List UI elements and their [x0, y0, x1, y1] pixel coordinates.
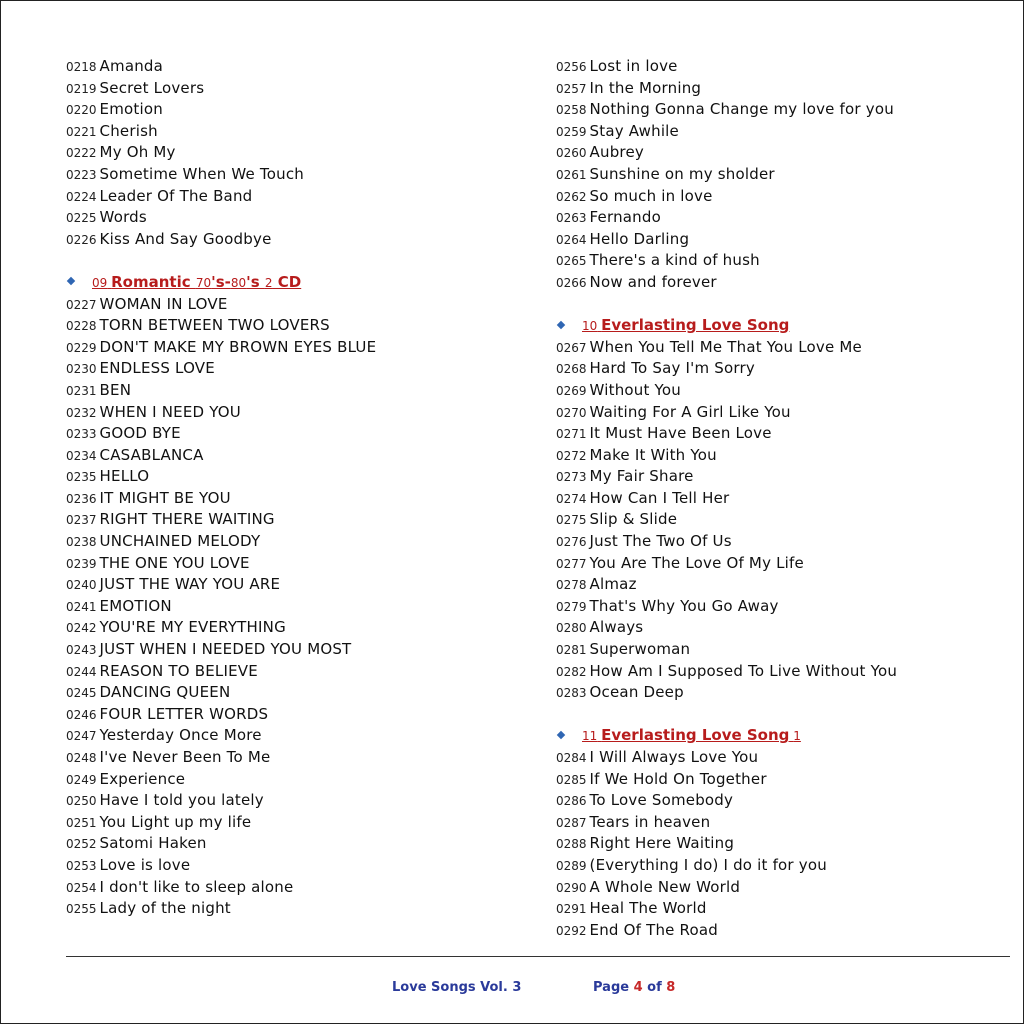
- song-row: [66, 638, 536, 660]
- song-row: [556, 357, 1016, 379]
- song-number: 0263: [556, 211, 587, 226]
- song-title: Sunshine on my sholder: [589, 164, 775, 183]
- song-title: Cherish: [99, 121, 158, 140]
- song-title: A Whole New World: [589, 877, 741, 896]
- song-number: 0226: [66, 232, 97, 247]
- song-number: 0235: [66, 470, 97, 485]
- song-row: [66, 660, 536, 682]
- song-title: My Fair Share: [589, 467, 694, 486]
- song-title: How Can I Tell Her: [589, 488, 730, 507]
- song-title: Secret Lovers: [99, 78, 205, 97]
- song-row: [66, 141, 536, 163]
- song-row: [66, 552, 536, 574]
- song-number: 0287: [556, 815, 587, 830]
- song-title: Amanda: [99, 57, 164, 75]
- song-number: 0239: [66, 556, 97, 571]
- section-title-part: 70: [195, 275, 212, 290]
- song-row: [66, 854, 536, 876]
- left-column: [66, 55, 536, 919]
- song-title: JUST WHEN I NEEDED YOU MOST: [99, 640, 352, 659]
- song-number: 0221: [66, 124, 97, 139]
- song-row: [66, 508, 536, 530]
- song-row: [66, 185, 536, 207]
- song-row: [556, 681, 1016, 703]
- section-heading-11: [556, 724, 1016, 746]
- song-list-left-bottom: [66, 293, 536, 919]
- diamond-bullet-icon: [67, 277, 75, 285]
- song-number: 0289: [556, 858, 587, 873]
- section-title-part: 2: [264, 275, 273, 290]
- song-title: YOU'RE MY EVERYTHING: [99, 618, 286, 637]
- song-row: [66, 681, 536, 703]
- song-number: 0257: [556, 81, 587, 96]
- song-row: [66, 379, 536, 401]
- song-title: I don't like to sleep alone: [99, 877, 294, 896]
- song-title: My Oh My: [99, 143, 176, 162]
- song-number: 0259: [556, 124, 587, 139]
- song-title: WHEN I NEED YOU: [99, 402, 241, 421]
- song-number: 0232: [66, 405, 97, 420]
- page-separator: of: [642, 980, 667, 995]
- song-row: [556, 379, 1016, 401]
- song-number: 0266: [556, 275, 587, 290]
- song-row: [556, 401, 1016, 423]
- song-row: [556, 530, 1016, 552]
- song-number: 0229: [66, 340, 97, 355]
- song-number: 0281: [556, 643, 587, 658]
- song-title: Superwoman: [589, 640, 691, 659]
- section-suffix: 1: [793, 729, 801, 744]
- song-row: [66, 768, 536, 790]
- song-row: [556, 552, 1016, 574]
- song-number: 0258: [556, 103, 587, 118]
- song-title: Ocean Deep: [589, 683, 684, 702]
- song-title: I've Never Been To Me: [99, 748, 271, 766]
- song-title: You Light up my life: [99, 812, 252, 831]
- song-number: 0272: [556, 448, 587, 463]
- song-title: EMOTION: [99, 596, 172, 615]
- song-row: [556, 336, 1016, 358]
- song-title: Words: [99, 208, 147, 227]
- song-number: 0228: [66, 319, 97, 334]
- song-row: [556, 638, 1016, 660]
- song-row: [556, 465, 1016, 487]
- song-number: 0250: [66, 794, 97, 809]
- song-number: 0280: [556, 621, 587, 636]
- song-row: [66, 789, 536, 811]
- song-number: 0220: [66, 103, 97, 118]
- song-row: [66, 595, 536, 617]
- song-title: Now and forever: [589, 272, 717, 291]
- song-number: 0286: [556, 794, 587, 809]
- song-row: [556, 98, 1016, 120]
- song-number: 0276: [556, 535, 587, 550]
- song-title: WOMAN IN LOVE: [99, 294, 228, 313]
- song-row: [556, 616, 1016, 638]
- song-number: 0270: [556, 405, 587, 420]
- song-row: [556, 249, 1016, 271]
- song-row: [556, 919, 1016, 941]
- song-number: 0290: [556, 880, 587, 895]
- song-row: [556, 487, 1016, 509]
- song-number: 0240: [66, 578, 97, 593]
- song-number: 0234: [66, 448, 97, 463]
- section-title-part: CD: [272, 272, 302, 291]
- song-row: [556, 271, 1016, 293]
- song-list-right-bottom: [556, 746, 1016, 940]
- song-number: 0231: [66, 383, 97, 398]
- diamond-bullet-icon: [557, 320, 565, 328]
- song-title: So much in love: [589, 186, 713, 205]
- song-row: [66, 897, 536, 919]
- song-title: THE ONE YOU LOVE: [99, 553, 250, 572]
- song-row: [556, 77, 1016, 99]
- song-title: CASABLANCA: [99, 445, 204, 464]
- song-number: 0268: [556, 362, 587, 377]
- song-title: To Love Somebody: [589, 791, 734, 810]
- song-number: 0255: [66, 902, 97, 917]
- song-row: [66, 163, 536, 185]
- song-row: [66, 228, 536, 250]
- song-row: [66, 616, 536, 638]
- diamond-bullet-icon: [557, 731, 565, 739]
- song-row: [556, 228, 1016, 250]
- song-number: 0271: [556, 427, 587, 442]
- song-row: [556, 897, 1016, 919]
- song-number: 0227: [66, 297, 97, 312]
- song-row: [556, 854, 1016, 876]
- song-number: 0285: [556, 772, 587, 787]
- section-title-part: 80: [230, 275, 247, 290]
- song-title: Hard To Say I'm Sorry: [589, 359, 755, 378]
- song-number: 0269: [556, 383, 587, 398]
- song-number: 0246: [66, 707, 97, 722]
- song-row: [556, 185, 1016, 207]
- song-row: [66, 206, 536, 228]
- song-row: [66, 703, 536, 725]
- section-title-part: Romantic: [111, 272, 196, 291]
- song-row: [66, 573, 536, 595]
- section-title: Everlasting Love Song: [601, 316, 790, 335]
- song-title: TORN BETWEEN TWO LOVERS: [99, 316, 330, 335]
- song-number: 0278: [556, 578, 587, 593]
- song-number: 0292: [556, 923, 587, 938]
- song-title: Aubrey: [589, 143, 644, 162]
- volume-label: Love Songs Vol. 3: [392, 980, 522, 995]
- song-title: FOUR LETTER WORDS: [99, 704, 269, 723]
- song-number: 0273: [556, 470, 587, 485]
- song-row: [556, 811, 1016, 833]
- song-title: There's a kind of hush: [589, 251, 760, 270]
- song-number: 0267: [556, 340, 587, 355]
- song-number: 0275: [556, 513, 587, 528]
- song-title: REASON TO BELIEVE: [99, 661, 258, 680]
- song-title: Without You: [589, 380, 681, 399]
- song-title: Satomi Haken: [99, 834, 207, 853]
- section-title: Everlasting Love Song: [601, 726, 790, 745]
- song-row: [556, 120, 1016, 142]
- song-row: [556, 768, 1016, 790]
- song-title: I Will Always Love You: [589, 748, 759, 766]
- song-number: 0284: [556, 751, 587, 765]
- song-row: [556, 746, 1016, 768]
- section-title: [111, 272, 301, 291]
- song-row: [66, 444, 536, 466]
- song-number: 0265: [556, 254, 587, 269]
- song-number: 0253: [66, 858, 97, 873]
- song-title: HELLO: [99, 467, 150, 486]
- song-title: ENDLESS LOVE: [99, 359, 215, 378]
- song-title: How Am I Supposed To Live Without You: [589, 661, 898, 680]
- song-number: 0247: [66, 729, 97, 744]
- song-title: DANCING QUEEN: [99, 683, 231, 702]
- song-row: [556, 206, 1016, 228]
- song-title: Stay Awhile: [589, 121, 679, 140]
- song-title: If We Hold On Together: [589, 769, 767, 788]
- song-row: [66, 487, 536, 509]
- song-row: [556, 141, 1016, 163]
- song-number: 0264: [556, 232, 587, 247]
- song-row: [66, 98, 536, 120]
- section-heading-09: [66, 271, 536, 293]
- song-title: End Of The Road: [589, 920, 718, 939]
- song-row: [556, 595, 1016, 617]
- song-list-right-middle: [556, 336, 1016, 703]
- song-number: 0222: [66, 146, 97, 161]
- song-title: Just The Two Of Us: [589, 532, 732, 551]
- song-row: [66, 77, 536, 99]
- song-title: UNCHAINED MELODY: [99, 532, 261, 551]
- song-title: Experience: [99, 769, 186, 788]
- song-title: Have I told you lately: [99, 791, 264, 810]
- song-title: Heal The World: [589, 899, 707, 918]
- song-row: [556, 832, 1016, 854]
- song-row: [66, 530, 536, 552]
- song-number: 0262: [556, 189, 587, 204]
- section-title-part: 's-: [211, 272, 231, 291]
- song-title: RIGHT THERE WAITING: [99, 510, 275, 529]
- section-heading-10: [556, 314, 1016, 336]
- song-row: [66, 811, 536, 833]
- song-title: Almaz: [589, 575, 637, 594]
- song-title: It Must Have Been Love: [589, 424, 772, 443]
- song-row: [556, 163, 1016, 185]
- song-title: Hello Darling: [589, 229, 690, 248]
- song-title: IT MIGHT BE YOU: [99, 488, 231, 507]
- song-row: [556, 422, 1016, 444]
- song-title: Nothing Gonna Change my love for you: [589, 100, 894, 119]
- song-title: BEN: [99, 380, 132, 399]
- song-row: [66, 422, 536, 444]
- song-list-left-top: [66, 55, 536, 249]
- song-number: 0288: [556, 837, 587, 852]
- song-row: [556, 508, 1016, 530]
- song-number: 0261: [556, 167, 587, 182]
- song-number: 0279: [556, 599, 587, 614]
- song-title: Lost in love: [589, 57, 678, 75]
- song-title: Emotion: [99, 100, 163, 119]
- section-number: 11: [582, 729, 598, 744]
- song-row: [66, 401, 536, 423]
- song-number: 0277: [556, 556, 587, 571]
- song-number: 0245: [66, 686, 97, 701]
- song-number: 0236: [66, 491, 97, 506]
- song-title: Slip & Slide: [589, 510, 678, 529]
- song-number: 0283: [556, 686, 587, 701]
- song-title: Fernando: [589, 208, 661, 227]
- song-number: 0241: [66, 599, 97, 614]
- song-title: Yesterday Once More: [99, 726, 262, 745]
- song-row: [66, 357, 536, 379]
- page-current: 4: [633, 980, 643, 995]
- song-number: 0223: [66, 167, 97, 182]
- song-row: [66, 465, 536, 487]
- song-title: Love is love: [99, 855, 191, 874]
- song-number: 0243: [66, 643, 97, 658]
- song-row: [66, 336, 536, 358]
- song-row: [66, 832, 536, 854]
- song-number: 0282: [556, 664, 587, 679]
- song-title: When You Tell Me That You Love Me: [589, 337, 862, 356]
- song-row: [556, 789, 1016, 811]
- song-title: Kiss And Say Goodbye: [99, 229, 272, 248]
- song-title: DON'T MAKE MY BROWN EYES BLUE: [99, 337, 377, 356]
- song-number: 0249: [66, 772, 97, 787]
- song-title: Waiting For A Girl Like You: [589, 402, 791, 421]
- footer-divider: [66, 956, 1010, 957]
- song-title: JUST THE WAY YOU ARE: [99, 575, 281, 594]
- section-number: 09: [92, 275, 108, 290]
- song-number: 0225: [66, 211, 97, 226]
- page-label: Page: [593, 980, 634, 995]
- song-row: [66, 314, 536, 336]
- song-number: 0254: [66, 880, 97, 895]
- section-number: 10: [582, 319, 598, 334]
- song-list-right-top: [556, 55, 1016, 293]
- song-number: 0291: [556, 902, 587, 917]
- song-number: 0237: [66, 513, 97, 528]
- song-row: [66, 55, 536, 77]
- song-number: 0230: [66, 362, 97, 377]
- song-number: 0252: [66, 837, 97, 852]
- song-row: [66, 293, 536, 315]
- song-number: 0218: [66, 60, 97, 74]
- song-title: That's Why You Go Away: [589, 596, 779, 615]
- song-row: [556, 573, 1016, 595]
- song-number: 0219: [66, 81, 97, 96]
- song-title: Sometime When We Touch: [99, 164, 304, 183]
- song-row: [556, 55, 1016, 77]
- section-title-part: 's: [246, 272, 265, 291]
- song-row: [556, 660, 1016, 682]
- song-title: GOOD BYE: [99, 424, 181, 443]
- song-number: 0274: [556, 491, 587, 506]
- page-total: 8: [666, 980, 676, 995]
- song-title: Tears in heaven: [589, 812, 711, 831]
- song-title: Right Here Waiting: [589, 834, 735, 853]
- song-number: 0224: [66, 189, 97, 204]
- song-number: 0256: [556, 60, 587, 74]
- song-title: In the Morning: [589, 78, 702, 97]
- song-row: [556, 444, 1016, 466]
- song-title: Leader Of The Band: [99, 186, 253, 205]
- page-indicator: [593, 980, 675, 995]
- right-column: [556, 55, 1016, 940]
- song-number: 0244: [66, 664, 97, 679]
- song-title: Make It With You: [589, 445, 717, 464]
- song-row: [66, 876, 536, 898]
- song-number: 0260: [556, 146, 587, 161]
- song-number: 0238: [66, 535, 97, 550]
- song-title: You Are The Love Of My Life: [589, 553, 804, 572]
- song-title: Lady of the night: [99, 899, 231, 918]
- song-title: (Everything I do) I do it for you: [589, 855, 827, 874]
- song-row: [66, 746, 536, 768]
- song-title: Always: [589, 618, 644, 637]
- song-number: 0251: [66, 815, 97, 830]
- song-row: [556, 876, 1016, 898]
- song-number: 0248: [66, 751, 97, 765]
- song-row: [66, 120, 536, 142]
- song-row: [66, 724, 536, 746]
- song-number: 0233: [66, 427, 97, 442]
- song-number: 0242: [66, 621, 97, 636]
